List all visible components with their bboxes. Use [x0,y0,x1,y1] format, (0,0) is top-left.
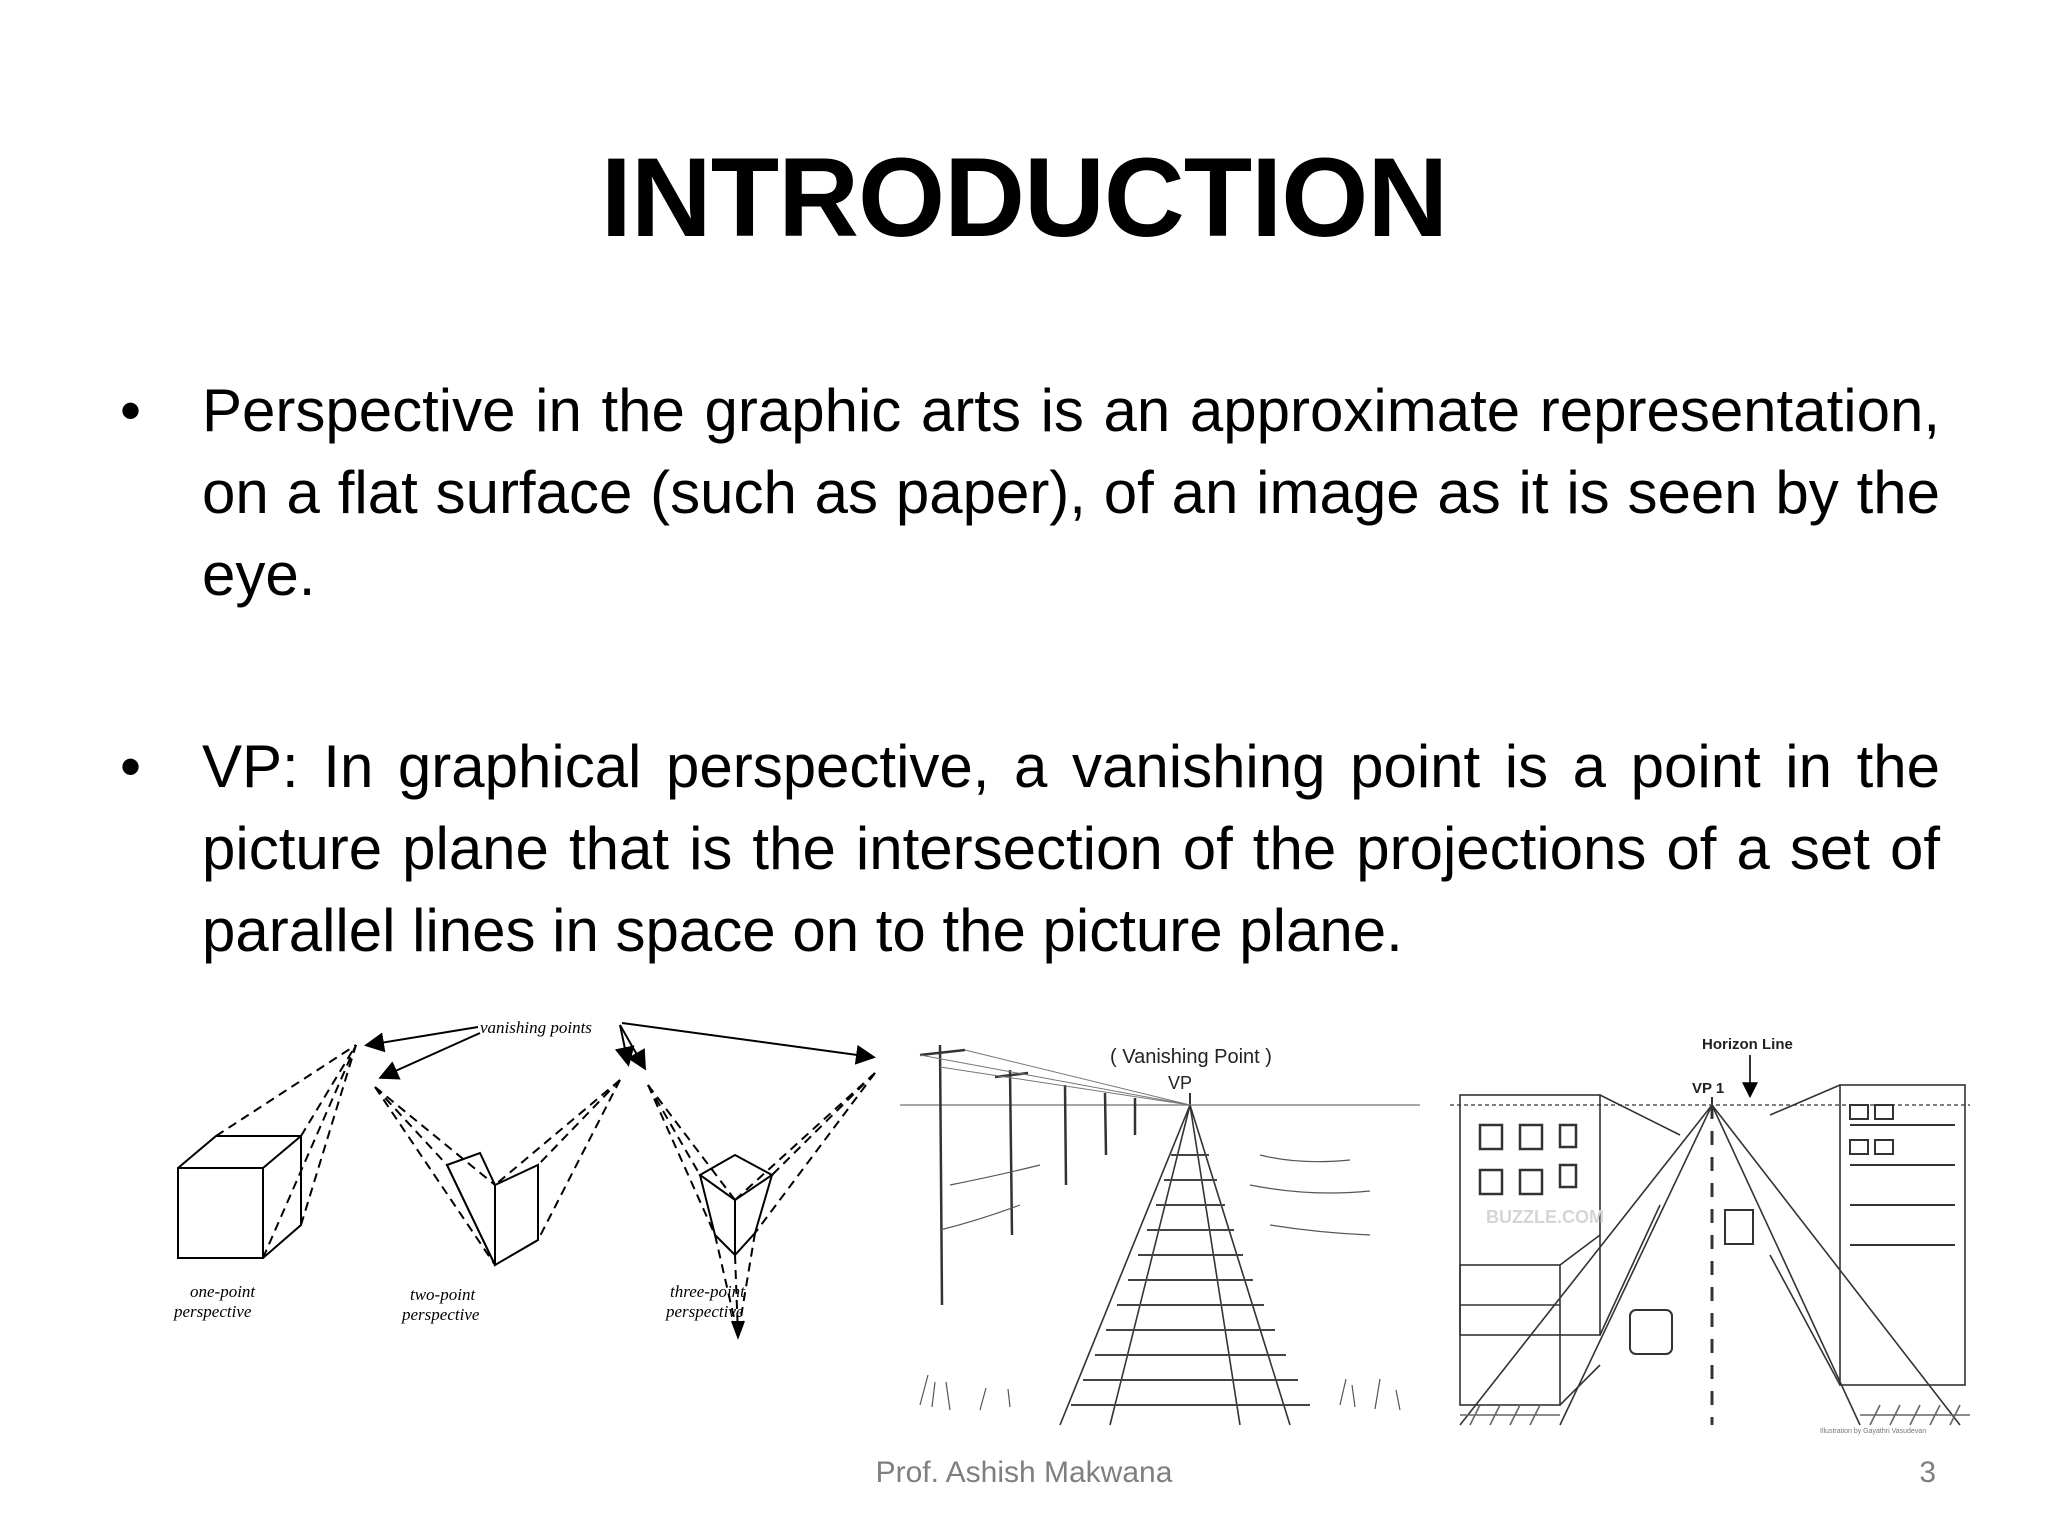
footer-author: Prof. Ashish Makwana [875,1456,1173,1489]
three-point-label-line1: three-point [670,1282,745,1301]
perspective-illustrations [160,1005,2000,1435]
one-point-label-line1: one-point [190,1282,256,1301]
page-number: 3 [1919,1456,1936,1489]
one-point-label-line2: perspective [174,1302,252,1321]
three-point-label-line2: perspective [666,1302,744,1321]
railway-vp-label: VP [1168,1073,1193,1093]
vanishing-points-label: vanishing points [480,1018,592,1037]
illustration-credit: Illustration by Gayathri Vasudevan [1820,1428,1927,1435]
bullet-marker: • [120,733,142,800]
box-perspective-diagram [173,1018,875,1337]
two-point-label-line1: two-point [410,1285,476,1304]
street-vp-label: VP 1 [1692,1080,1725,1097]
horizon-line-label: Horizon Line [1702,1036,1793,1053]
street-illustration [1450,1036,1970,1435]
bullet-text: VP: In graphical perspective, a vanishing point is a point in the picture plane that is the intersection of the projections of a set of parallel lines in space on to the picture plane. [202,733,1940,964]
railway-caption: ( Vanishing Point ) [1110,1046,1272,1068]
slide-title: INTRODUCTION [600,135,1448,260]
bullet-list [120,370,1940,1082]
two-point-label-line2: perspective [402,1305,480,1324]
bullet-marker: • [120,377,142,444]
bullet-item [120,726,1940,972]
bullet-text: Perspective in the graphic arts is an approximate representation, on a flat surface (such as paper), of an image as it is seen by the eye. [202,377,1940,608]
buzzle-watermark: BUZZLE.COM [1486,1207,1604,1227]
railway-illustration [900,1045,1420,1425]
bullet-item [120,370,1940,616]
